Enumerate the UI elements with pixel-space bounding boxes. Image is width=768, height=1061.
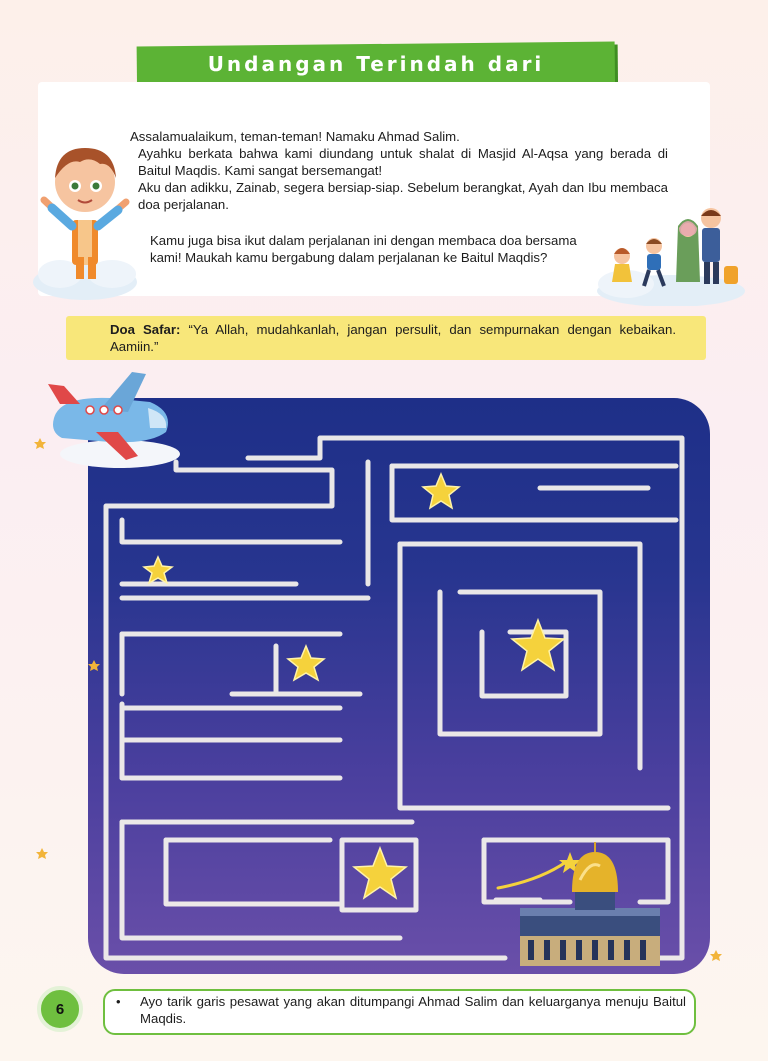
title-line-1: Undangan Terindah dari	[207, 52, 545, 76]
bullet-icon: •	[116, 994, 121, 1009]
star-icon	[144, 557, 172, 583]
doa-quote: “Ya Allah, mudahkanlah, jangan persulit, dan sempurnakan dengan kebaikan. Aamiin.”	[110, 322, 676, 354]
invitation-text: Kamu juga bisa ikut dalam perjalanan ini dengan membaca doa bersama kami! Maukah kamu bergabung dalam perjalanan ke Baitul Maqdis?	[150, 233, 577, 265]
intro-paragraph-3: Aku dan adikku, Zainab, segera bersiap-siap. Sebelum berangkat, Ayah dan Ibu membaca doa perjalanan.	[138, 180, 668, 212]
sparkle-icon	[36, 848, 48, 859]
shooting-star-icon	[498, 862, 566, 888]
star-icon	[288, 646, 324, 680]
sparkle-icon	[34, 438, 46, 449]
maze-stars	[144, 474, 564, 898]
intro-paragraph-1: Assalamualaikum, teman-teman! Namaku Ahmad Salim.	[130, 129, 460, 144]
sparkle-icon	[710, 950, 722, 961]
instruction-text: Ayo tarik garis pesawat yang akan ditumpangi Ahmad Salim dan keluarganya menuju Baitul Maqdis.	[140, 994, 686, 1026]
page-number-badge	[37, 986, 83, 1032]
sparkle-icon	[88, 660, 100, 671]
star-icon	[512, 620, 564, 670]
intro-paragraph-2: Ayahku berkata bahwa kami diundang untuk shalat di Masjid Al-Aqsa yang berada di Baitul Maqdis. Kami sangat bersemangat!	[138, 146, 668, 178]
star-icon	[354, 848, 406, 898]
page-number: 6	[55, 1000, 65, 1018]
star-icon	[423, 474, 459, 508]
airplane-icon	[48, 372, 180, 468]
doa-label: Doa Safar:	[110, 322, 181, 337]
